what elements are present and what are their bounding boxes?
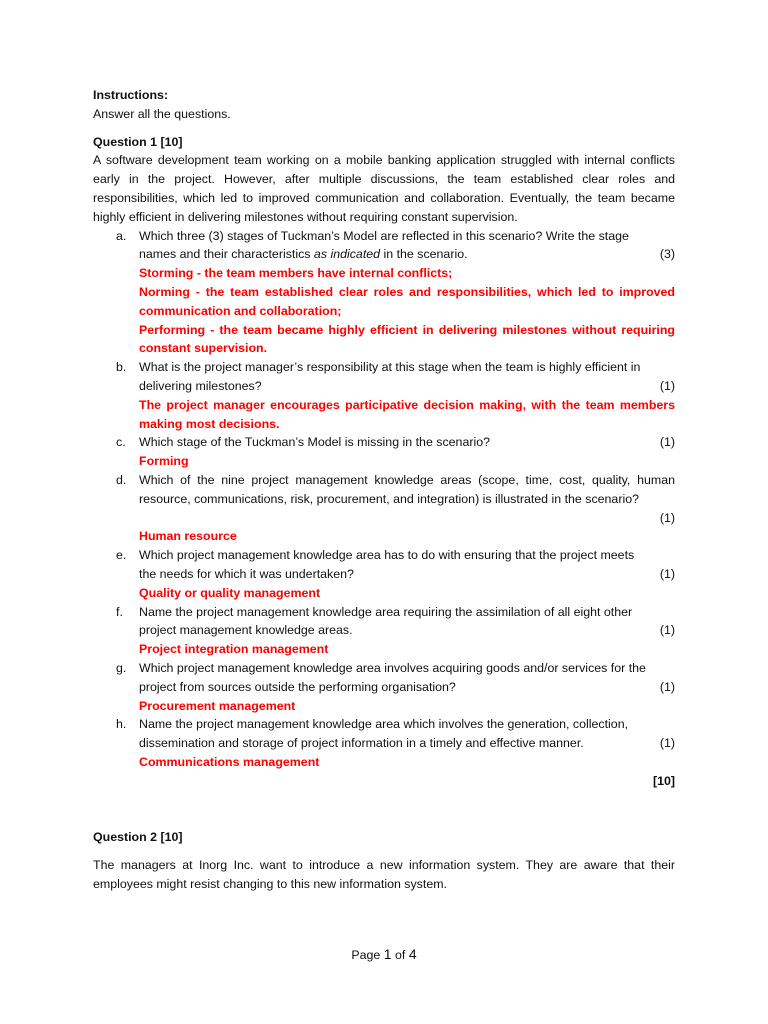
question-text: Name the project management knowledge area requiring the assimilation of all eight other	[139, 604, 633, 619]
answer: Project integration management	[139, 642, 329, 657]
question-1c	[93, 433, 675, 471]
question-text: Name the project management knowledge area which involves the generation, collection,	[139, 717, 629, 732]
question-1-heading: Question 1 [10]	[93, 134, 183, 149]
question-last-line	[139, 734, 675, 753]
item-letter: b.	[116, 360, 127, 375]
question-2-heading: Question 2 [10]	[93, 830, 183, 845]
question-last-line	[139, 245, 675, 264]
answer-norming: Norming - the team established clear roles and responsibilities, which led to improved communication and collaboration;	[139, 284, 675, 318]
question-text-end: dissemination and storage of project information in a timely and effective manner.	[139, 736, 584, 751]
page-total: 4	[408, 946, 417, 962]
question-1f	[93, 603, 675, 659]
question-text-end: project management knowledge areas.	[139, 623, 353, 638]
question-text: Which of the nine project management knowledge areas (scope, time, cost, quality, human resource, communications, risk, procurement, and integration) is illustrated in the scenario?	[139, 472, 675, 506]
answer: Quality or quality management	[139, 585, 321, 600]
answer: Forming	[139, 454, 189, 469]
question-text-end: delivering milestones?	[139, 378, 262, 393]
item-letter: a.	[116, 228, 127, 243]
marks: (1)	[659, 679, 675, 694]
item-letter: d.	[116, 472, 127, 487]
question-1-total: [10]	[652, 773, 675, 788]
question-text-end: Which stage of the Tuckman’s Model is missing in the scenario?	[139, 435, 491, 450]
question-1e	[93, 546, 675, 602]
answer: Procurement management	[139, 698, 296, 713]
question-text: Which project management knowledge area involves acquiring goods and/or services for the	[139, 660, 646, 675]
document-page	[93, 86, 675, 894]
question-1g	[93, 659, 675, 715]
answer: Communications management	[139, 754, 320, 769]
answer: Human resource	[139, 529, 237, 544]
question-last-line	[139, 377, 675, 396]
answer-performing: Performing - the team became highly efficient in delivering milestones without requiring constant supervision.	[139, 322, 675, 356]
question-text: Which three (3) stages of Tuckman’s Model are reflected in this scenario? Write the stage	[139, 228, 629, 243]
page-number: 1	[383, 946, 392, 962]
question-last-line	[139, 565, 675, 584]
question-last-line	[139, 678, 675, 697]
marks: (1)	[659, 378, 675, 393]
answer: The project manager encourages participative decision making, with the team members making most decisions.	[139, 397, 675, 431]
question-1b	[93, 358, 675, 433]
question-last-line	[139, 433, 675, 452]
question-text-end: the needs for which it was undertaken?	[139, 566, 354, 581]
question-2-text: The managers at Inorg Inc. want to introduce a new information system. They are aware that their employees might resist changing to this new information system.	[93, 858, 675, 892]
marks: (1)	[659, 736, 675, 751]
question-italic-text: as indicated	[313, 247, 381, 262]
marks: (3)	[659, 247, 675, 262]
answer-storming: Storming - the team members have internal conflicts;	[139, 266, 453, 281]
question-1a	[93, 227, 675, 359]
question-text-post: in the scenario.	[380, 247, 468, 262]
instructions-heading: Instructions:	[93, 88, 169, 102]
question-1d	[93, 471, 675, 546]
question-text: Which project management knowledge area has to do with ensuring that the project meets	[139, 548, 635, 563]
item-letter: h.	[116, 717, 127, 732]
question-1-scenario: A software development team working on a mobile banking application struggled with internal conflicts early in the project. However, after multiple discussions, the team established clear roles and responsibilities, which led to improved communication and collaboration. Eventually, the team became highly efficient in delivering milestones without requiring constant supervision.	[93, 153, 675, 224]
question-text-end: project from sources outside the performing organisation?	[139, 679, 456, 694]
item-letter: c.	[116, 435, 126, 450]
question-1h	[93, 715, 675, 771]
page-footer	[0, 946, 768, 962]
marks: (1)	[659, 435, 675, 450]
question-text-pre: names and their characteristics	[139, 247, 314, 262]
item-letter: f.	[116, 604, 123, 619]
marks: (1)	[659, 566, 675, 581]
item-letter: g.	[116, 660, 127, 675]
marks: (1)	[659, 623, 675, 638]
item-letter: e.	[116, 548, 127, 563]
page-word: Page	[351, 948, 381, 962]
of-word: of	[395, 948, 406, 962]
marks: (1)	[659, 510, 675, 525]
question-last-line	[139, 621, 675, 640]
question-text: What is the project manager’s responsibility at this stage when the team is highly efficient in	[139, 360, 641, 375]
instructions-text: Answer all the questions.	[93, 106, 231, 121]
